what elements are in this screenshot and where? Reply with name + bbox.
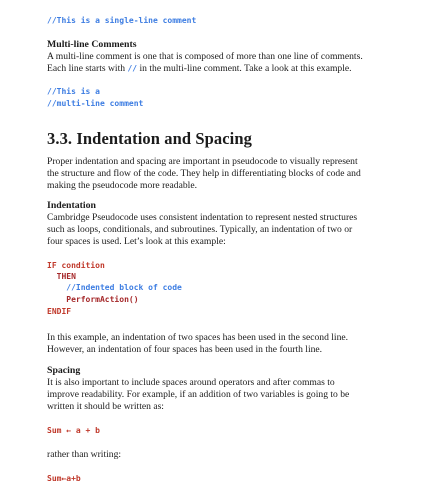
indentation-body-line-1: Cambridge Pseudocode uses consistent indentation to represent nested structures <box>47 212 358 223</box>
code-indented-comment: //Indented block of code <box>47 283 182 292</box>
indentation-heading: Indentation <box>47 200 96 211</box>
indentation-body-line-3: four spaces is used. Let’s look at this example: <box>47 236 226 247</box>
rather-than-text: rather than writing: <box>47 449 122 460</box>
multiline-code-line-2: //multi-line comment <box>47 99 144 108</box>
spacing-body-line-3: written it should be written as: <box>47 401 164 412</box>
multiline-text-before: Each line starts with <box>47 63 128 74</box>
single-line-comment-code: //This is a single-line comment <box>47 16 197 25</box>
section-intro-line-1: Proper indentation and spacing are important in pseudocode to visually represent <box>47 156 358 167</box>
section-title: 3.3. Indentation and Spacing <box>47 129 252 148</box>
section-intro-line-3: making the pseudocode more readable. <box>47 180 197 191</box>
indentation-body-line-2: such as loops, conditionals, and subroutines. Typically, an indentation of two or <box>47 224 353 235</box>
code-then: THEN <box>47 272 76 281</box>
multiline-text-after: in the multi-line comment. Take a look at this example. <box>137 63 352 74</box>
indentation-explain-line-2: However, an indentation of four spaces has been used in the fourth line. <box>47 344 323 355</box>
code-if-condition: IF condition <box>47 261 105 270</box>
spacing-heading: Spacing <box>47 365 81 376</box>
section-intro-line-2: the structure and flow of the code. They help in differentiating blocks of code and <box>47 168 361 179</box>
document-page <box>47 0 387 500</box>
spacing-body-line-1: It is also important to include spaces around operators and after commas to <box>47 377 335 388</box>
multiline-comments-heading: Multi-line Comments <box>47 39 137 50</box>
code-sum-good: Sum ← a + b <box>47 426 100 435</box>
multiline-paragraph-line-2 <box>47 63 352 75</box>
indentation-explain-line-1: In this example, an indentation of two spaces has been used in the second line. <box>47 332 349 343</box>
code-endif: ENDIF <box>47 307 72 316</box>
code-perform-action: PerformAction() <box>47 295 139 304</box>
code-sum-bad: Sum←a+b <box>47 474 81 483</box>
multiline-code-line-1: //This is a <box>47 87 100 96</box>
multiline-paragraph-line-1: A multi-line comment is one that is composed of more than one line of comments. <box>47 51 363 62</box>
inline-comment-marker: // <box>127 64 138 73</box>
spacing-body-line-2: improve readability. For example, if an addition of two variables is going to be <box>47 389 350 400</box>
